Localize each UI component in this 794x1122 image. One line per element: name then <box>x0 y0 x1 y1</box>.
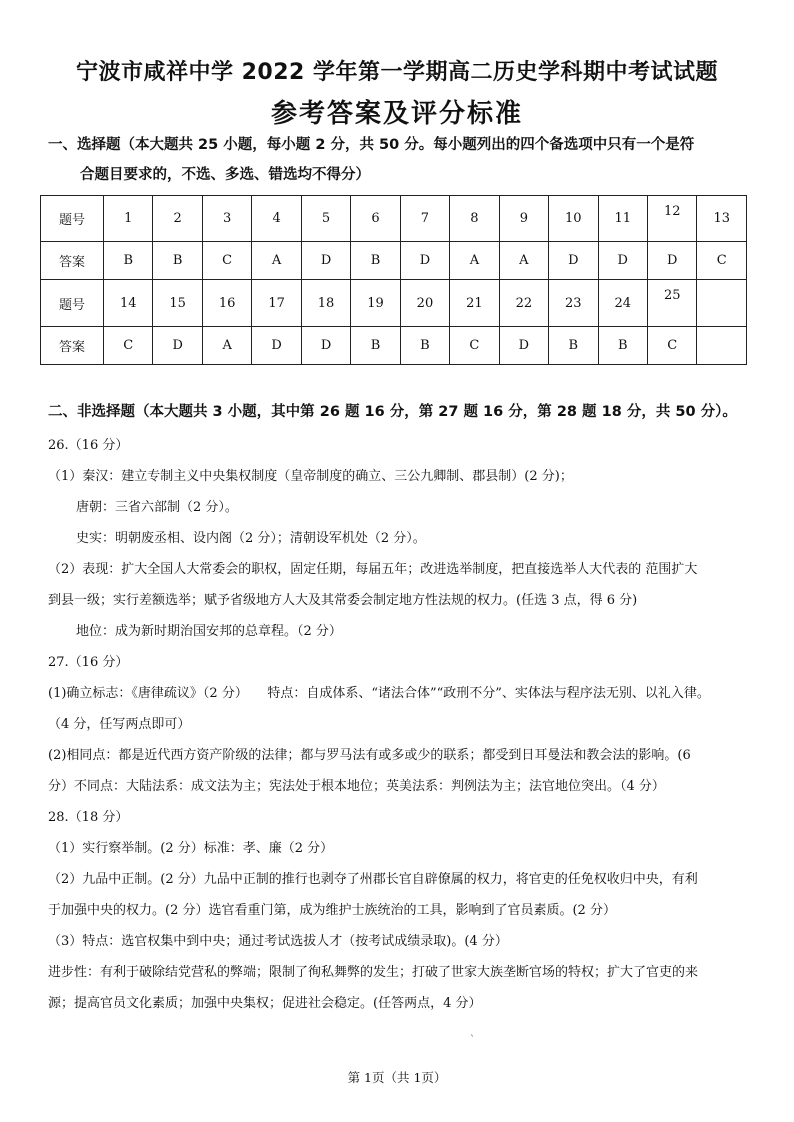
q28-part3-line3: 源；提高官员文化素质；加强中央集权；促进社会稳定。(任答两点，4 分） <box>48 996 482 1011</box>
question-number-row-1 <box>41 196 747 242</box>
answer-cell: B <box>598 326 647 364</box>
question-number-row-2 <box>41 280 747 326</box>
question-number-cell: 5 <box>301 196 350 242</box>
answer-cell: A <box>499 242 548 280</box>
question-number-cell <box>697 280 747 326</box>
document-subtitle: 参考答案及评分标准 <box>270 99 523 129</box>
answer-cell: B <box>351 242 400 280</box>
section-2-heading: 二、非选择题（本大题共 3 小题，其中第 26 题 16 分，第 27 题 16 分，第 28 题 18 分，共 50 分）。 <box>48 404 737 420</box>
answer-cell: B <box>549 326 598 364</box>
question-number-cell: 15 <box>153 280 202 326</box>
answer-cell: D <box>647 242 696 280</box>
q26-part1-evidence: 史实：明朝废丞相、设内阁（2 分）；清朝设军机处（2 分）。 <box>76 531 426 546</box>
q26-part1-tang: 唐朝：三省六部制（2 分）。 <box>76 500 238 515</box>
q27-part2-line2: 分）不同点：大陆法系：成文法为主；宪法处于根本地位；英美法系：判例法为主；法官地位突出。（4 分） <box>48 779 665 794</box>
question-number-cell: 13 <box>697 196 747 242</box>
answer-cell: B <box>400 326 449 364</box>
q26-part2-line2: 到县一级；实行差额选举；赋予省级地方人大及其常委会制定地方性法规的权力。(任选 3 点，得 6 分) <box>48 593 638 608</box>
question-number-cell: 2 <box>153 196 202 242</box>
question-number-label: 题号 <box>41 280 104 326</box>
answer-row-1 <box>41 242 747 280</box>
q27-part1-line2: （4 分，任写两点即可） <box>48 717 191 732</box>
answer-cell <box>697 326 747 364</box>
q28-part3-line2: 进步性：有利于破除结党营私的弊端；限制了徇私舞弊的发生；打破了世家大族垄断官场的特权；扩大了官吏的来 <box>48 965 699 980</box>
question-number-cell: 14 <box>104 280 153 326</box>
question-number-cell: 21 <box>450 280 499 326</box>
q28-part2-line1: （2）九品中正制。(2 分）九品中正制的推行也剥夺了州郡长官自辟僚属的权力，将官吏的任免权收归中央，有利 <box>48 872 698 887</box>
answer-cell: D <box>400 242 449 280</box>
question-number-cell: 1 <box>104 196 153 242</box>
stray-mark: ˋ <box>470 1035 475 1046</box>
q27-part1-line1: (1)确立标志：《唐律疏议》（2 分） 特点：自成体系、“诸法合体”“政刑不分”、实体法与程序法无别、以礼入律。 <box>48 686 710 701</box>
answer-cell: A <box>202 326 251 364</box>
answer-cell: D <box>549 242 598 280</box>
answer-cell: D <box>598 242 647 280</box>
question-number-cell: 16 <box>202 280 251 326</box>
question-number-cell: 9 <box>499 196 548 242</box>
answer-cell: C <box>450 326 499 364</box>
question-number-cell: 18 <box>301 280 350 326</box>
q27-heading: 27.（16 分） <box>48 655 129 670</box>
section-1-heading <box>48 130 758 190</box>
question-number-cell: 10 <box>549 196 598 242</box>
answer-cell: D <box>153 326 202 364</box>
question-number-cell: 20 <box>400 280 449 326</box>
section-1-heading-line2: 合题目要求的，不选、多选、错选均不得分） <box>80 167 370 183</box>
answer-cell: A <box>252 242 301 280</box>
answer-cell: D <box>301 242 350 280</box>
answer-body <box>48 430 758 1019</box>
answer-label: 答案 <box>41 242 104 280</box>
question-number-cell: 11 <box>598 196 647 242</box>
question-number-cell: 19 <box>351 280 400 326</box>
q26-part2-status: 地位：成为新时期治国安邦的总章程。（2 分） <box>76 624 342 639</box>
q26-heading: 26.（16 分） <box>48 438 129 453</box>
answer-table <box>40 195 747 365</box>
answer-cell: C <box>104 326 153 364</box>
answer-cell: A <box>450 242 499 280</box>
question-number-cell: 4 <box>252 196 301 242</box>
question-number-cell: 12 <box>647 196 696 242</box>
question-number-cell: 8 <box>450 196 499 242</box>
answer-cell: B <box>153 242 202 280</box>
question-number-label: 题号 <box>41 196 104 242</box>
question-number-cell: 24 <box>598 280 647 326</box>
answer-cell: D <box>252 326 301 364</box>
question-number-cell: 25 <box>647 280 696 326</box>
answer-cell: D <box>301 326 350 364</box>
answer-row-2 <box>41 326 747 364</box>
answer-cell: D <box>499 326 548 364</box>
question-number-cell: 23 <box>549 280 598 326</box>
answer-cell: C <box>202 242 251 280</box>
q27-part2-line1: (2)相同点：都是近代西方资产阶级的法律；都与罗马法有或多或少的联系；都受到日耳曼法和教会法的影响。(6 <box>48 748 691 763</box>
answer-cell: B <box>104 242 153 280</box>
q28-part2-line2: 于加强中央的权力。(2 分）选官看重门第，成为维护士族统治的工具，影响到了官员素质。(2 分） <box>48 903 616 918</box>
q26-part2-line1: （2）表现：扩大全国人大常委会的职权，固定任期，每届五年；改进选举制度，把直接选举人大代表的 范围扩大 <box>48 562 698 577</box>
q28-heading: 28.（18 分） <box>48 810 129 825</box>
answer-label: 答案 <box>41 326 104 364</box>
answer-cell: C <box>697 242 747 280</box>
question-number-cell: 22 <box>499 280 548 326</box>
q28-part3-line1: （3）特点：选官权集中到中央；通过考试选拔人才（按考试成绩录取)。(4 分） <box>48 934 508 949</box>
question-number-cell: 17 <box>252 280 301 326</box>
document-title: 宁波市咸祥中学 2022 学年第一学期高二历史学科期中考试试题 <box>75 60 719 85</box>
q26-part1: （1）秦汉：建立专制主义中央集权制度（皇帝制度的确立、三公九卿制、郡县制）(2 分)； <box>48 469 573 484</box>
section-1-heading-line1: 一、选择题（本大题共 25 小题，每小题 2 分，共 50 分。每小题列出的四个备选项中只有一个是符 <box>48 137 695 153</box>
q28-part1: （1）实行察举制。(2 分）标准：孝、廉（2 分） <box>48 841 334 856</box>
question-number-cell: 7 <box>400 196 449 242</box>
answer-cell: C <box>647 326 696 364</box>
answer-cell: B <box>351 326 400 364</box>
page-footer: 第 1页（共 1页） <box>347 1070 447 1085</box>
question-number-cell: 6 <box>351 196 400 242</box>
question-number-cell: 3 <box>202 196 251 242</box>
